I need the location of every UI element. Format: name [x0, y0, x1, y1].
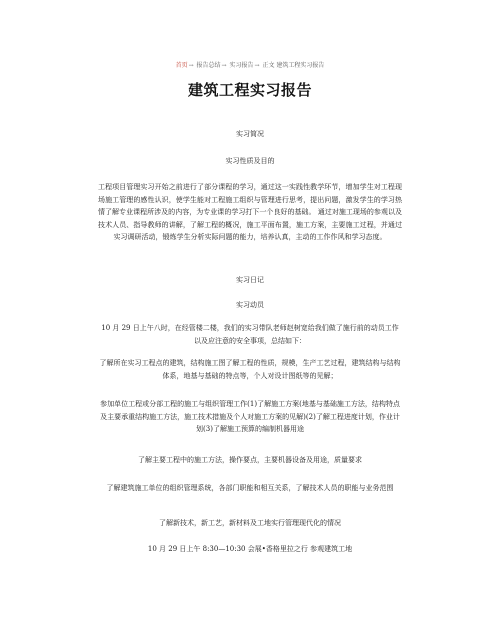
paragraph-nature: 工程项目管理实习开始之前进行了部分课程的学习，通过这一实践性教学环节，增加学生对工程现场施工管理的感性认识，使学生能对工程施工组织与管理进行思考，提出问题，激发学生的学习热情了解专业课程所涉及的内容，为专业课的学习打下一个良好的基础。 通过对施工现场的参观以及技术人员、指导教师的讲解，了解工程的概况，施工平面布置，施工方案，主要施工过程，并通过实习调研活动，锻炼学生分析实际问题的能力，培养认真，主动的工作作风和学习态度。 [98, 183, 402, 241]
breadcrumb [0, 62, 500, 70]
breadcrumb-separator: → [188, 62, 194, 69]
paragraph-mobilize: 10 月 29 日上午八时，在经管楼二楼，我们的实习带队老师赵树宽给我们做了施行前的动员工作以及应注意的安全事项，总结如下： [101, 324, 399, 345]
breadcrumb-link-report-summary[interactable]: 报告总结 [196, 62, 221, 69]
breadcrumb-link-internship-report[interactable]: 实习报告 [229, 62, 254, 69]
list-item-2: 参加单位工程或分部工程的施工与组织管理工作(1)了解施工方案(地基与基础施工方法，结构特点及主要承重结构施工方法，施工技术措施及个人对施工方案的见解)(2)了解工程进度计划，作业计划(3)了解施工预算的编制机器用途 [100, 400, 400, 433]
list-item-5: 了解新技术，新工艺，新材料及工地实行管理现代化的情况 [159, 519, 341, 527]
list-item-1: 了解所在实习工程点的建筑，结构施工图了解工程的性质，规模，生产工艺过程，建筑结构与结构体系，地基与基础的特点等，个人对设计图纸等的见解； [99, 359, 401, 380]
list-item-4: 了解建筑施工单位的组织管理系统，各部门职能和相互关系，了解技术人员的职能与业务范围 [106, 484, 394, 492]
breadcrumb-link-main-text[interactable]: 正文 [262, 62, 275, 69]
breadcrumb-separator: → [254, 62, 260, 69]
list-item-3: 了解主要工程中的施工方法，操作要点，主要机器设备及用途，质量要求 [138, 456, 362, 464]
breadcrumb-home-link[interactable]: 首页 [175, 62, 188, 69]
section-heading-diary: 实习日记 [236, 276, 264, 284]
section-heading-overview: 实习简况 [236, 130, 264, 138]
closing-line: 10 月 29 日上午 8:30—10:30 会展•香格里拉之行 参观建筑工地 [147, 545, 353, 553]
section-heading-nature: 实习性质及目的 [225, 157, 275, 165]
section-heading-mobilize: 实习动员 [236, 301, 264, 309]
page-title: 建筑工程实习报告 [187, 81, 312, 99]
breadcrumb-current: 建筑工程实习报告 [276, 62, 325, 69]
breadcrumb-separator: → [221, 62, 227, 69]
